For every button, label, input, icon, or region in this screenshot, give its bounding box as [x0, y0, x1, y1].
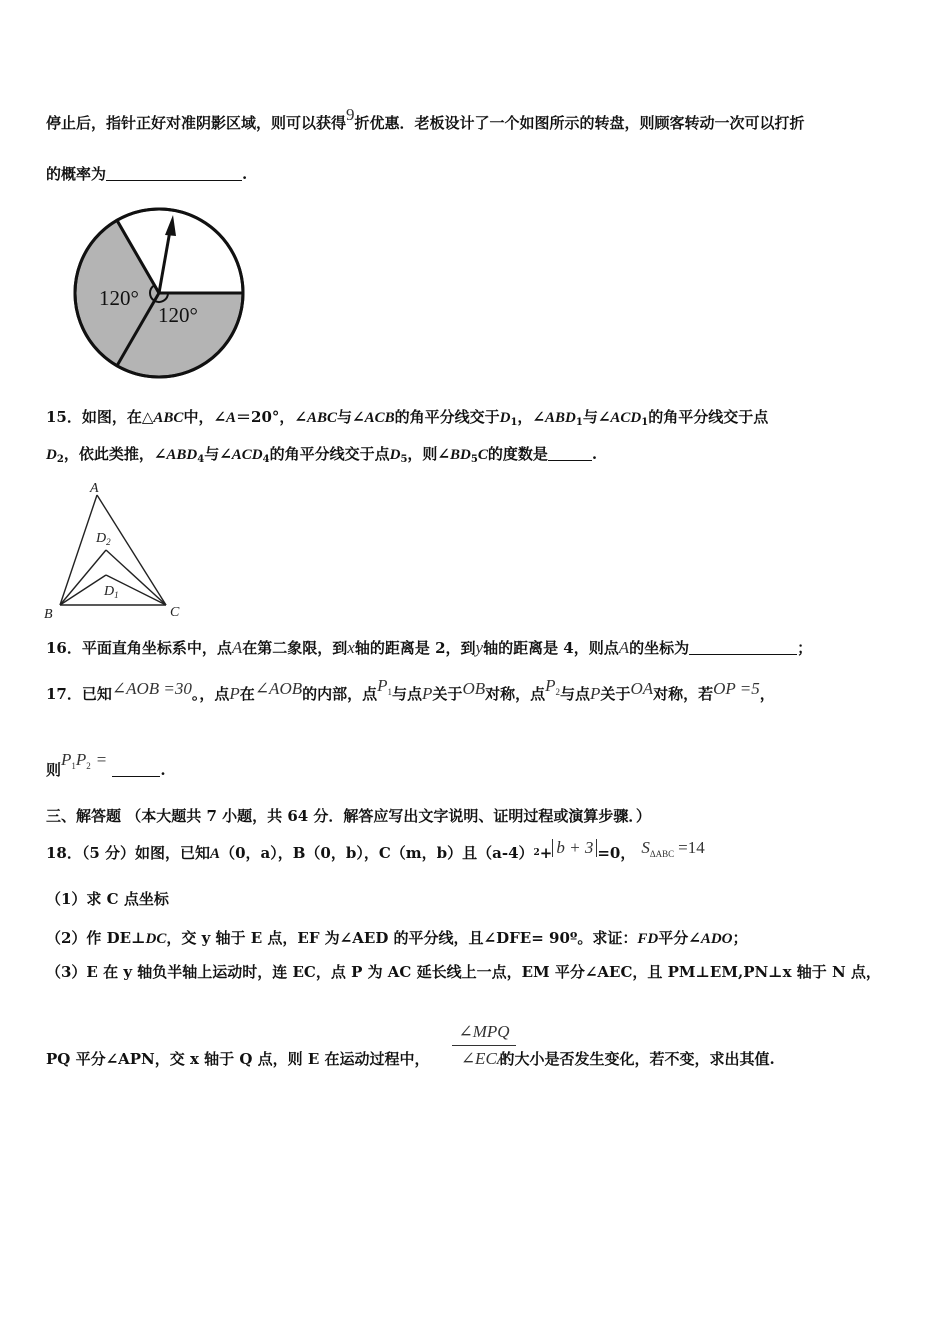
q15-text: 与∠: [204, 445, 232, 463]
q18-math: DC: [145, 931, 167, 947]
q15-math: ACD: [610, 410, 642, 426]
q15-text: 中，∠: [183, 408, 227, 426]
q16-text: 在第二象限，到: [242, 639, 348, 657]
answer-blank[interactable]: [106, 166, 242, 181]
q15-subscript: 5: [470, 454, 478, 465]
q15-line-1: [46, 407, 768, 433]
q16-math: A: [618, 638, 630, 657]
point-label-d1: $D_1$: [104, 584, 119, 600]
q15-subscript: 1: [510, 417, 518, 428]
q18-text: +: [539, 844, 553, 862]
q17-math: OB: [462, 679, 486, 698]
angle-label-left: 120°: [99, 286, 139, 310]
q15-subscript: 1: [641, 417, 649, 428]
q18-part-3: （3）E 在 y 轴负半轴上运动时，连 EC，点 P 为 AC 延长线上一点，EM 平分∠AEC，且 PM⊥EM,PN⊥x 轴于 N 点，: [46, 963, 881, 981]
q15-math: ACD: [231, 447, 263, 463]
q17-math: =: [96, 750, 107, 769]
q15-math: ACB: [364, 410, 395, 426]
q18-text: 18．（5 分）如图，已知: [46, 844, 211, 862]
q18-text: ；: [732, 929, 748, 947]
q15-text: 与∠: [582, 408, 611, 426]
q15-text: ，依此类推，∠: [63, 445, 167, 463]
q15-math: C: [477, 447, 488, 463]
q15-text: ，∠: [517, 408, 545, 426]
q17-math: ∠AOB: [254, 679, 303, 698]
q15-math: D: [46, 447, 57, 463]
q15-math: D: [499, 410, 511, 426]
q15-math: ABD: [545, 410, 576, 426]
q17-math: P: [545, 676, 556, 695]
q15-subscript: 2: [56, 454, 64, 465]
triangle-figure: [40, 478, 190, 623]
q15-math: ABD: [166, 447, 198, 463]
q17-math: OA: [630, 679, 654, 698]
q18-math: A: [210, 846, 221, 862]
intro-text: 折优惠．老板设计了一个如图所示的转盘，则顾客转动一次可以打折: [354, 114, 805, 132]
q17-text: 。，点: [191, 685, 230, 703]
q16-text: 的坐标为: [629, 639, 690, 657]
point-label-d2: $D_2$: [96, 531, 111, 547]
q18-math: S: [641, 838, 650, 857]
q18-text: ，交 y 轴于 E 点，EF 为∠AED 的平分线，且∠DFE= 90º。求证：: [166, 929, 638, 947]
q15-text: .: [591, 445, 598, 463]
q16-math: A: [231, 638, 243, 657]
q16-text: 轴的距离是 4，则点: [483, 639, 619, 657]
q17-math: ∠AOB =30: [111, 679, 192, 698]
q17-text: .: [160, 761, 166, 779]
q17-math: P: [590, 684, 601, 703]
intro-line-2: [46, 164, 247, 184]
q17-text: 的内部，点: [302, 685, 378, 703]
q15-subscript: 1: [575, 417, 583, 428]
q15-text: 的度数是: [487, 445, 548, 463]
q17-line-2: [46, 750, 166, 786]
vertex-label-c: C: [170, 605, 180, 620]
q17-math: P: [75, 750, 87, 769]
q18-line-1: [46, 838, 705, 869]
intro-text: 停止后，指针正好对准阴影区域，则可以获得: [46, 114, 347, 132]
q18-math: =14: [678, 838, 705, 857]
q16-text: ；: [797, 639, 813, 657]
q15-subscript: 4: [197, 454, 205, 465]
q18-text: 平分∠: [658, 929, 701, 947]
angle-label-right: 120°: [158, 303, 198, 327]
intro-text: 的概率为: [46, 165, 107, 183]
q15-text: 的角平分线交于点: [648, 408, 769, 426]
q15-text: 的角平分线交于点: [269, 445, 390, 463]
q18-part-3-cont: [46, 1049, 775, 1069]
q18-part-1: （1）求 C 点坐标: [46, 890, 169, 908]
fraction-numerator: ∠MPQ: [452, 1022, 516, 1046]
q15-math: BD: [450, 447, 471, 463]
q17-text: 对称，点: [485, 685, 546, 703]
q18-text: （0，a），B（0，b），C（m，b）且（a-4）: [220, 844, 534, 862]
q17-text: 关于: [432, 685, 463, 703]
q17-math: P: [61, 750, 72, 769]
section-3-heading: 三、解答题 （本大题共 7 小题，共 64 分．解答应写出文字说明、证明过程或演算步骤．）: [46, 807, 651, 825]
q17-text: 对称，若: [653, 685, 714, 703]
q16-text: 16．平面直角坐标系中，点: [46, 639, 232, 657]
q17-line-1: [46, 676, 775, 710]
q15-text: 15．如图，在△: [46, 408, 154, 426]
vertex-label-a: A: [90, 481, 99, 496]
q18-text: =0，: [597, 844, 636, 862]
q15-text: 的角平分线交于: [394, 408, 500, 426]
q17-text: 17．已知: [46, 685, 112, 703]
intro-line-1: [46, 105, 805, 133]
q16-line: [46, 638, 812, 658]
q15-text: ，则∠: [407, 445, 450, 463]
q17-text: 在: [239, 685, 255, 703]
answer-blank[interactable]: [112, 762, 160, 777]
q15-math: ABC: [153, 410, 184, 426]
q17-subscript: 1: [387, 687, 393, 697]
q17-text: 则: [46, 761, 62, 779]
q18-subscript: ΔABC: [649, 849, 675, 859]
q15-math: ABC: [306, 410, 337, 426]
q16-math: x: [347, 638, 355, 657]
spinner-figure: [70, 205, 250, 385]
q18-abs-value: b + 3: [556, 838, 594, 857]
angle-ratio-fraction: [452, 1022, 516, 1069]
q17-subscript: 2: [555, 687, 561, 697]
q18-superscript: 2: [533, 848, 540, 858]
q18-part-2: [46, 928, 748, 949]
q16-math: y: [475, 638, 484, 657]
q17-text: ，: [759, 685, 775, 703]
q15-text: 与∠: [337, 408, 365, 426]
q15-text: ＝20°，∠: [236, 408, 307, 426]
fraction-denominator: ∠ECA: [460, 1049, 508, 1068]
q15-math: D: [389, 447, 401, 463]
q17-math: P: [229, 684, 240, 703]
q18-math: ADO: [700, 931, 733, 947]
q17-text: 与点: [560, 685, 591, 703]
q18-text: （2）作 DE⊥: [46, 929, 146, 947]
q17-math: P: [422, 684, 433, 703]
q18-math: FD: [637, 931, 659, 947]
q17-math: P: [377, 676, 388, 695]
q17-math: OP =5: [713, 679, 760, 698]
q17-subscript: 1: [71, 761, 76, 771]
q15-math: A: [226, 410, 237, 426]
discount-number: 9: [346, 105, 355, 124]
q15-subscript: 5: [400, 454, 408, 465]
q17-subscript: 2: [86, 761, 91, 771]
vertex-label-b: B: [44, 607, 53, 622]
answer-blank[interactable]: [548, 446, 592, 461]
q15-subscript: 4: [262, 454, 270, 465]
q18-text: 的大小是否发生变化，若不变，求出其值.: [499, 1050, 775, 1068]
q16-text: 轴的距离是 2，到: [354, 639, 476, 657]
intro-text: .: [242, 165, 248, 183]
q15-line-2: [46, 444, 597, 470]
q17-text: 与点: [392, 685, 423, 703]
answer-blank[interactable]: [689, 640, 797, 655]
q17-text: 关于: [600, 685, 631, 703]
q18-text: PQ 平分∠APN，交 x 轴于 Q 点，则 E 在运动过程中，: [46, 1050, 430, 1068]
